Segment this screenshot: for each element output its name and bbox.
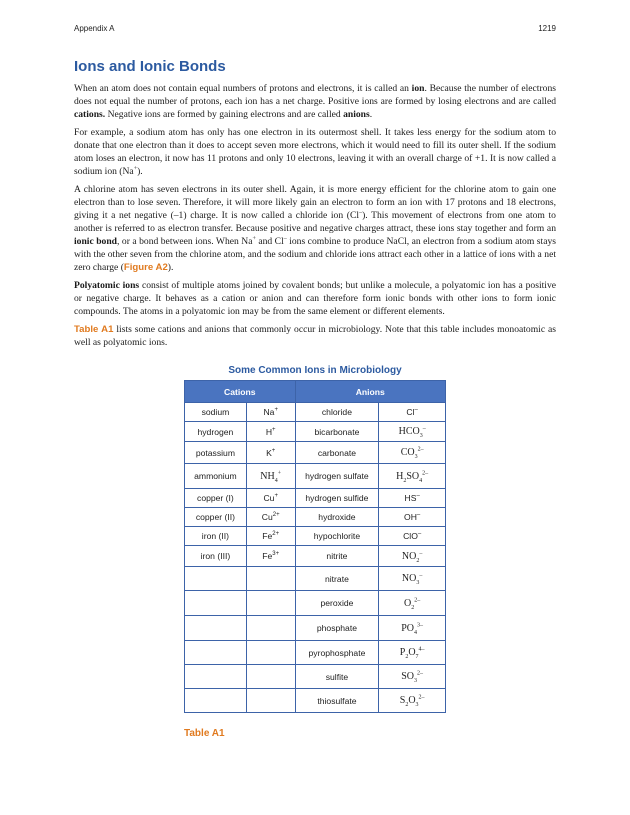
paragraph-ions: When an atom does not contain equal numbers of protons and electrons, it is called an ion. Because the number of electrons does not equal the number of protons, each ion has a net charge. Positive ions are formed by losing electrons and are called cations. Negative ions are formed by gaining electrons and are called anions. xyxy=(74,83,556,120)
cation-name: ammonium xyxy=(185,464,247,489)
table-row xyxy=(185,489,446,508)
anion-name: nitrate xyxy=(295,567,379,591)
anion-name: hypochlorite xyxy=(295,527,379,546)
table-row xyxy=(185,422,446,442)
body-text xyxy=(74,82,556,354)
cation-formula xyxy=(246,641,295,665)
cation-formula: H+ xyxy=(246,422,295,442)
table-row xyxy=(185,616,446,641)
cations-header: Cations xyxy=(185,381,296,403)
cation-formula: $Fe^{2+}$ xyxy=(246,527,295,546)
paragraph-sodium: For example, a sodium atom has only has one electron in its outermost shell. It takes less energy for the sodium atom to donate that one electron than it does to accept seven more electrons, which it would need to fill its outer shell. If the sodium atom loses an electron, it now has 11 protons and only 10 electrons, leaving it with an overall charge of +1. It is now called a sodium ion (Na+). xyxy=(74,127,556,177)
cation-name xyxy=(185,567,247,591)
cation-formula: $NH_4^+$ xyxy=(246,464,295,489)
anion-name: phosphate xyxy=(295,616,379,641)
cation-name xyxy=(185,591,247,616)
paragraph-chlorine: A chlorine atom has seven electrons in its outer shell. Again, it is more energy efficient for the chlorine atom to gain one electron than to lose seven. Therefore, it will more likely gain an electron to form an ion with 17 protons and 18 electrons, giving it a net negative (–1) charge. It is now called a chloride ion (Cl–). This movement of electrons from one atom to another is referred to as electron transfer. Because positive and negative charges attract, these ions stay together and form an ionic bond, or a bond between ions. When Na+ and Cl– ions combine to produce NaCl, an electron from a sodium atom stays with the other seven from the chlorine atom, and the sodium and chloride ions attract each other in a lattice of ions with a net zero charge (Figure A2). xyxy=(74,184,556,273)
cation-name xyxy=(185,616,247,641)
section-title: Ions and Ionic Bonds xyxy=(74,58,226,75)
anion-name: nitrite xyxy=(295,546,379,567)
table-a1-link[interactable]: Table A1 xyxy=(74,324,114,335)
cation-formula xyxy=(246,689,295,713)
table-row xyxy=(185,464,446,489)
cation-formula xyxy=(246,591,295,616)
cation-formula: Cu+ xyxy=(246,489,295,508)
cation-name: copper (I) xyxy=(185,489,247,508)
cation-name: hydrogen xyxy=(185,422,247,442)
cation-name xyxy=(185,665,247,689)
table-row xyxy=(185,591,446,616)
anion-formula: ClO– xyxy=(379,527,446,546)
table-row xyxy=(185,546,446,567)
figure-a2-link[interactable]: Figure A2 xyxy=(123,262,168,273)
table-row xyxy=(185,641,446,665)
table-row xyxy=(185,508,446,527)
anion-name: hydrogen sulfide xyxy=(295,489,379,508)
cation-formula xyxy=(246,567,295,591)
table-row xyxy=(185,403,446,422)
cation-formula: K+ xyxy=(246,442,295,464)
cation-formula: Na+ xyxy=(246,403,295,422)
anion-formula: $H_2SO_4^{2-}$ xyxy=(379,464,446,489)
cation-name xyxy=(185,689,247,713)
anion-name: chloride xyxy=(295,403,379,422)
anion-name: bicarbonate xyxy=(295,422,379,442)
cation-name: iron (III) xyxy=(185,546,247,567)
anion-formula: $O_2^{2-}$ xyxy=(379,591,446,616)
anion-formula: $S_2O_3^{2-}$ xyxy=(379,689,446,713)
anion-name: peroxide xyxy=(295,591,379,616)
paragraph-polyatomic: Polyatomic ions consist of multiple atoms joined by covalent bonds; but unlike a molecule, a polyatomic ion has a positive or negative charge. It behaves as a cation or anion and can therefore form ionic bonds with other ions to form ionic compounds. The atoms in a polyatomic ion may be from the same element or different elements. xyxy=(74,280,556,317)
anion-formula: $P_2O_7^{4-}$ xyxy=(379,641,446,665)
anion-name: carbonate xyxy=(295,442,379,464)
cation-formula: $Fe^{3+}$ xyxy=(246,546,295,567)
anions-header: Anions xyxy=(295,381,445,403)
ions-table xyxy=(184,380,446,713)
anion-name: thiosulfate xyxy=(295,689,379,713)
page-number: 1219 xyxy=(538,24,556,33)
anion-formula: OH– xyxy=(379,508,446,527)
running-header-left: Appendix A xyxy=(74,24,115,33)
table-row xyxy=(185,442,446,464)
cation-formula xyxy=(246,665,295,689)
table-row xyxy=(185,567,446,591)
anion-formula: HS– xyxy=(379,489,446,508)
cation-name: potassium xyxy=(185,442,247,464)
anion-formula: $NO_2^-$ xyxy=(379,546,446,567)
cation-formula xyxy=(246,616,295,641)
anion-formula: $HCO_3^-$ xyxy=(379,422,446,442)
cation-formula: $Cu^{2+}$ xyxy=(246,508,295,527)
cation-name: iron (II) xyxy=(185,527,247,546)
table-row xyxy=(185,527,446,546)
anion-name: hydrogen sulfate xyxy=(295,464,379,489)
cation-name xyxy=(185,641,247,665)
anion-formula: $NO_3^-$ xyxy=(379,567,446,591)
anion-formula: $SO_3^{2-}$ xyxy=(379,665,446,689)
anion-formula: $PO_4^{3-}$ xyxy=(379,616,446,641)
cation-name: sodium xyxy=(185,403,247,422)
paragraph-table-intro: Table A1 lists some cations and anions that commonly occur in microbiology. Note that this table includes monoatomic as well as polyatomic ions. xyxy=(74,324,557,348)
cation-name: copper (II) xyxy=(185,508,247,527)
anion-formula: $CO_3^{2-}$ xyxy=(379,442,446,464)
anion-name: pyrophosphate xyxy=(295,641,379,665)
anion-name: hydroxide xyxy=(295,508,379,527)
table-row xyxy=(185,689,446,713)
table-caption: Some Common Ions in Microbiology xyxy=(228,365,402,376)
table-row xyxy=(185,665,446,689)
anion-formula: Cl– xyxy=(379,403,446,422)
table-label: Table A1 xyxy=(184,728,225,739)
anion-name: sulfite xyxy=(295,665,379,689)
